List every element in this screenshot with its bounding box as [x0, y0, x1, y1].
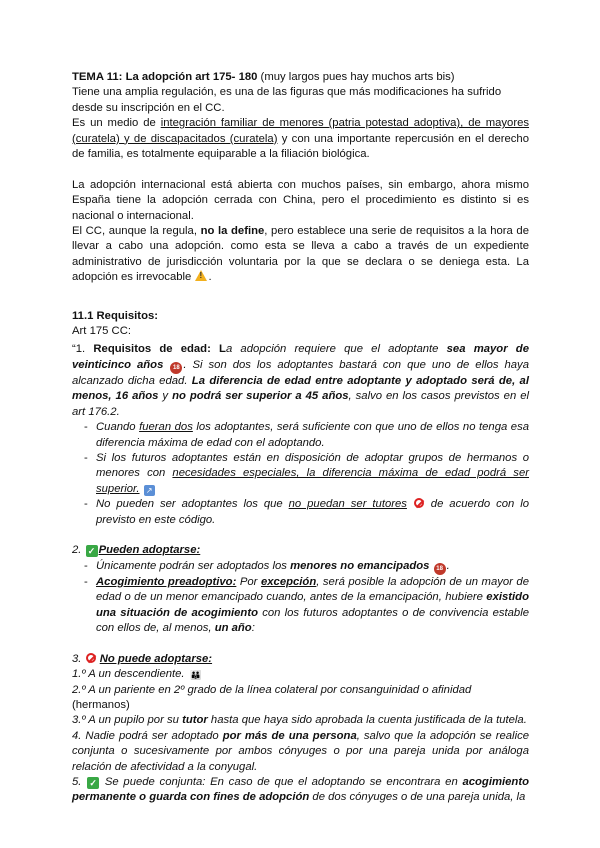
intro-paragraph-3: La adopción internacional está abierta con muchos países, sin embargo, ahora mismo España tiene la adopción cerrada con China, pero el procedimiento es distinto si es nacional o internacional. [72, 178, 529, 222]
requirement-3-heading: 3. No puede adoptarse: [72, 652, 213, 665]
list-item: 2.º A un pariente en 2º grado de la línea colateral por consanguinidad o afinidad (hermanos) [72, 683, 472, 711]
family-icon: 👪 [190, 670, 202, 681]
list-item: - No pueden ser adoptantes los que no puedan ser tutores de acuerdo con lo previsto en este código. [84, 498, 530, 526]
arrow-icon: ↗ [144, 485, 155, 496]
list-item: 5. ✓ Se puede conjunta: En caso de que el adoptando se encontrara en acogimiento permanente o guarda con fines de adopción de dos cónyuges o de una pareja unida, la [72, 776, 529, 804]
intro-paragraph-2: Es un medio de integración familiar de menores (patria potestad adoptiva), de mayores (curatela) y de discapacitados (curatela) y con una importante repercusión en el derecho de familia, es totalmente equiparable a la filiación biológica. [72, 117, 530, 161]
list-item: 4. Nadie podrá ser adoptado por más de una persona, salvo que la adopción se realice conjunta o sucesivamente por ambos cónyuges o por una pareja unida por análoga relación de afectividad a la conyugal. [72, 729, 530, 773]
prohibited-icon [86, 653, 96, 663]
list-item: - Únicamente podrán ser adoptados los menores no emancipados 18 . [72, 559, 529, 575]
check-mark-icon: ✓ [87, 777, 99, 789]
intro-paragraph-1: Tiene una amplia regulación, es una de las figuras que más modificaciones ha sufrido desde su inscripción en el CC. [72, 86, 502, 114]
requirement-2-heading: 2. ✓ Pueden adoptarse: [72, 544, 201, 557]
list-item: - Cuando fueran dos los adoptantes, será suficiente con que uno de ellos no tenga esa diferencia máxima de edad con el adoptando. [84, 421, 529, 449]
requirement-1: “1. Requisitos de edad: La adopción requiere que el adoptante sea mayor de veinticinco años 18 . Si son dos los adoptantes bastará con que uno de ellos haya alcanzado dicha edad. La diferencia de edad entre adoptante y adoptado será de, al menos, 16 años y no podrá ser superior a 45 años, salvo en los casos previstos en el art 176.2. [72, 343, 529, 418]
list-item: 1.º A un descendiente. 👪 [72, 668, 202, 681]
document-page [72, 70, 529, 806]
check-mark-icon: ✓ [86, 545, 98, 557]
list-item: - Si los futuros adoptantes están en disposición de adoptar grupos de hermanos o menores con necesidades especiales, la diferencia máxima de edad podrá ser superior. ↗ [84, 451, 529, 495]
no-under-18-icon: 18 [434, 563, 446, 575]
article-reference: Art 175 CC: [72, 325, 132, 338]
title-main: TEMA 11: La adopción art 175- 180 [72, 71, 258, 83]
intro-paragraph-4: El CC, aunque la regula, no la define, pero establece una serie de requisitos a la hora de llevar a cabo una adopción. como esta se lleva a cabo a través de un expediente administrativo de jurisdicción voluntaria por la que se declara o se deniega esta. La adopción es irrevocable !. [72, 224, 529, 286]
page-title [72, 70, 529, 85]
warning-icon [195, 270, 207, 281]
title-note: (muy largos pues hay muchos arts bis) [257, 71, 455, 83]
section-heading: 11.1 Requisitos: [72, 309, 159, 322]
list-item: - Acogimiento preadoptivo: Por excepción, será posible la adopción de un mayor de edad o de un menor emancipado cuando, antes de la emancipación, hubiere existido una situación de acogimiento con los futuros adoptantes o de convivencia estable con ellos de, al menos, un año: [84, 575, 529, 634]
integration-underline: integración familiar de menores (patria potestad adoptiva), de mayores (curatela) y de discapacitados (curatela) [72, 117, 530, 145]
list-item: 3.º A un pupilo por su tutor hasta que haya sido aprobada la cuenta justificada de la tutela. [72, 714, 527, 727]
no-under-18-icon: 18 [170, 362, 182, 374]
prohibited-icon [414, 498, 424, 508]
